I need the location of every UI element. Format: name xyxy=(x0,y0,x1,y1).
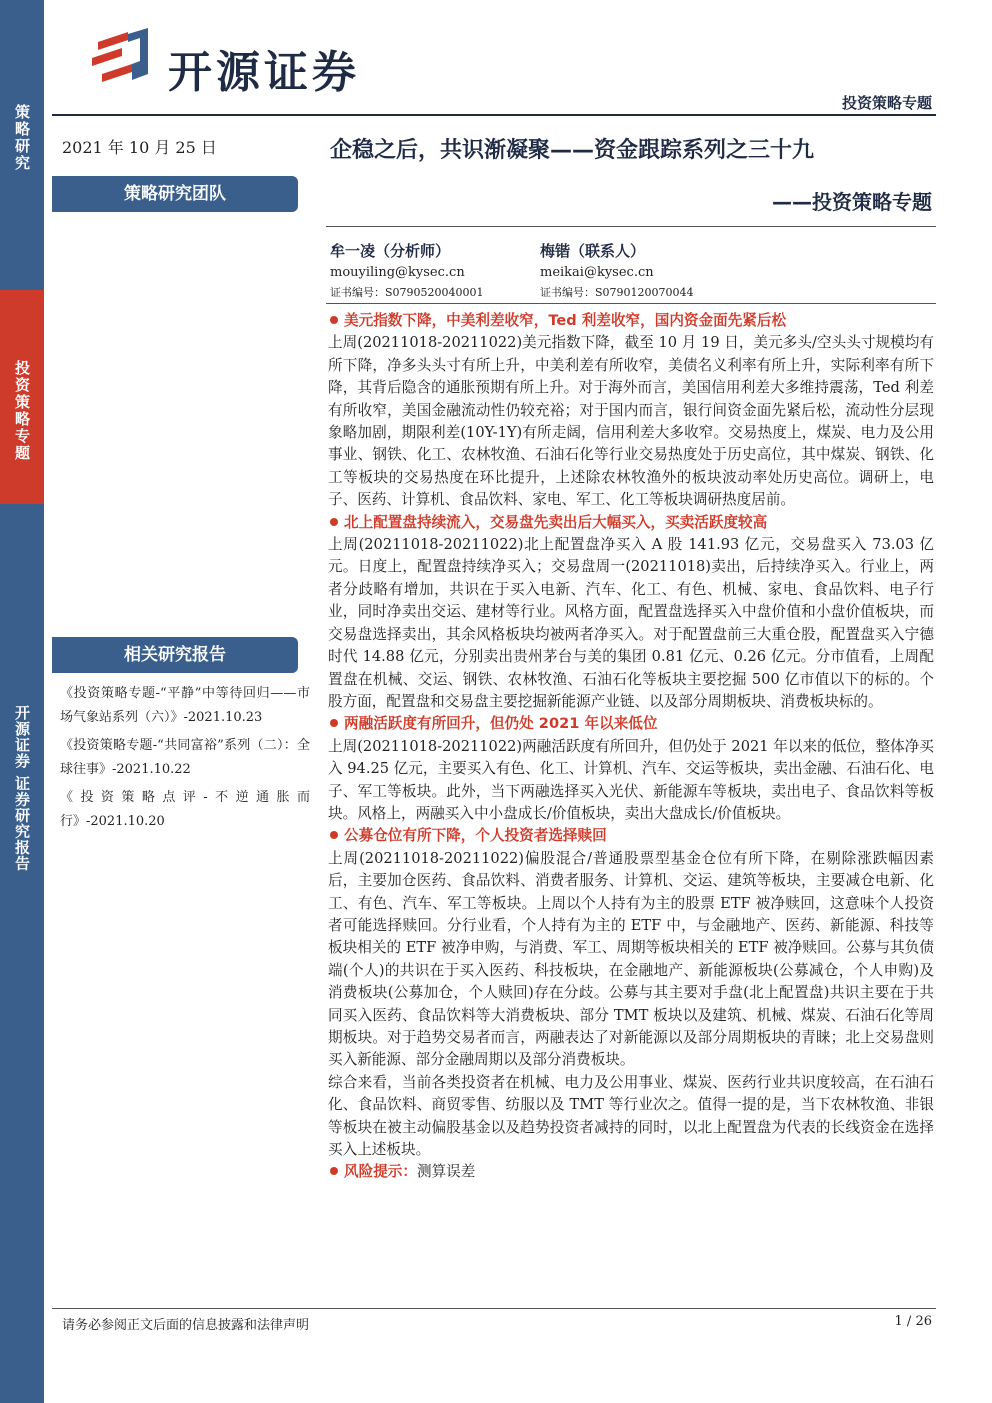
section-text: 上周(20211018-20211022)两融活跃度有所回升，但仍处于 2021 年以来的低位，整体净买入 94.25 亿元，主要买入有色、化工、计算机、汽车、交运等板块，卖出金融、石油石化、电子、军工等板块。此外，当下两融选择买入光伏、新能源车等板块，卖出电子、食品饮料等板块。风格上，两融买入中小盘成长/价值板块，卖出大盘成长/价值板块。 xyxy=(328,737,934,822)
summary-text: 综合来看，当前各类投资者在机械、电力及公用事业、煤炭、医药行业共识度较高，在石油石化、食品饮料、商贸零售、纺服以及 TMT 等行业次之。值得一提的是，当下农林牧渔、非银等板块在被主动偏股基金以及趋势投资者减持的同时，以北上配置盘为代表的长线资金在选择买入上述板块。 xyxy=(328,1073,934,1159)
author-card xyxy=(540,240,694,300)
side-label-strategy: 策略研究 xyxy=(13,104,31,172)
author-email[interactable]: mouyiling@kysec.cn xyxy=(330,265,465,280)
risk-label: 风险提示： xyxy=(344,1163,417,1181)
brand-logo xyxy=(88,28,388,98)
footer-divider xyxy=(52,1308,936,1309)
risk-note xyxy=(328,1161,934,1183)
report-body xyxy=(328,310,934,1184)
side-label-report: 开源证券 证券研究报告 xyxy=(13,705,31,872)
team-banner: 策略研究团队 xyxy=(52,176,298,212)
related-reports-list xyxy=(60,682,310,838)
report-title: 企稳之后，共识渐凝聚——资金跟踪系列之三十九 xyxy=(330,138,815,163)
side-label-topic: 投资策略专题 xyxy=(13,360,31,462)
related-report-item[interactable]: 《投资策略专题-“共同富裕”系列（二）：全球往事》-2021.10.22 xyxy=(60,738,310,777)
report-date: 2021 年 10 月 25 日 xyxy=(62,138,217,157)
author-name: 牟一凌（分析师） xyxy=(330,242,451,260)
bullet-icon xyxy=(330,1167,338,1175)
section-heading: 公募仓位有所下降，个人投资者选择赎回 xyxy=(328,825,934,847)
footer-disclaimer: 请务必参阅正文后面的信息披露和法律声明 xyxy=(62,1318,310,1333)
related-report-item[interactable]: 《投资策略点评-不逆通胀而行》-2021.10.20 xyxy=(60,790,310,829)
header-tag: 投资策略专题 xyxy=(841,94,932,112)
section-heading: 北上配置盘持续流入，交易盘先卖出后大幅买入，买卖活跃度较高 xyxy=(328,512,934,534)
brand-mark-icon xyxy=(88,28,160,88)
title-divider xyxy=(326,226,936,227)
author-cert: 证书编号：S0790120070044 xyxy=(540,286,694,299)
bullet-icon xyxy=(330,719,338,727)
section-heading: 两融活跃度有所回升，但仍处 2021 年以来低位 xyxy=(328,713,934,735)
author-email[interactable]: meikai@kysec.cn xyxy=(540,265,654,280)
bullet-icon xyxy=(330,316,338,324)
header-divider xyxy=(52,114,936,116)
page-number: 1 / 26 xyxy=(894,1314,932,1329)
author-cert: 证书编号：S0790520040001 xyxy=(330,286,484,299)
section-heading: 美元指数下降，中美利差收窄，Ted 利差收窄，国内资金面先紧后松 xyxy=(328,310,934,332)
section-text: 上周(20211018-20211022)偏股混合/普通股票型基金仓位有所下降，在剔除涨跌幅因素后，主要加仓医药、食品饮料、消费者服务、计算机、交运、建筑等板块，主要减仓电新、化工、有色、汽车、军工等板块。上周以个人持有为主的股票 ETF 被净赎回，这意味个人投资者可能选择赎回。分行业看，个人持有为主的 ETF 中，与金融地产、医药、新能源、科技等板块相关的 ETF 被净申购，与消费、军工、周期等板块相关的 ETF 被净赎回。公募与其负债端(个人)的共识在于买入医药、科技板块，在金融地产、新能源板块(公募减仓，个人申购)及消费板块(公募加仓，个人赎回)存在分歧。公募与其主要对手盘(北上配置盘)共识主要在于共同买入医药、食品饮料等大消费板块、部分 TMT 板块以及建筑、机械、煤炭、石油石化等周期板块。对于趋势交易者而言，两融表达了对新能源以及部分周期板块的青睐；北上交易盘则买入新能源、部分金融周期以及部分消费板块。 xyxy=(328,849,934,1069)
section-text: 上周(20211018-20211022)北上配置盘净买入 A 股 141.93 亿元，交易盘买入 73.03 亿元。日度上，配置盘持续净买入；交易盘周一(20211018)卖出，后持续净买入。行业上，两者分歧略有增加，共识在于买入电新、汽车、化工、有色、机械、家电、食品饮料、电子行业，同时净卖出交运、建材等行业。风格方面，配置盘选择买入中盘价值和小盘价值板块，而交易盘选择卖出，其余风格板块均被两者净买入。对于配置盘前三大重仓股，配置盘买入宁德时代 14.88 亿元，分别卖出贵州茅台与美的集团 0.81 亿元、0.26 亿元。分市值看，上周配置盘在机械、交运、钢铁、农林牧渔、石油石化等板块主要挖掘 500 亿市值以下的标的。个股方面，配置盘和交易盘主要挖掘新能源产业链、以及部分周期板块、消费板块标的。 xyxy=(328,536,934,710)
risk-text: 测算误差 xyxy=(416,1163,476,1181)
related-report-item[interactable]: 《投资策略专题-“平静”中等待回归——市场气象站系列（六）》-2021.10.23 xyxy=(60,686,310,725)
bullet-icon xyxy=(330,831,338,839)
author-card xyxy=(330,240,484,300)
author-divider xyxy=(326,303,936,304)
brand-name: 开源证券 xyxy=(168,47,360,98)
author-name: 梅锴（联系人） xyxy=(540,242,646,260)
report-subtitle: ——投资策略专题 xyxy=(772,190,932,214)
side-strip xyxy=(0,0,44,1403)
bullet-icon xyxy=(330,518,338,526)
related-reports-banner: 相关研究报告 xyxy=(52,637,298,673)
section-text: 上周(20211018-20211022)美元指数下降，截至 10 月 19 日，美元多头/空头头寸规模均有所下降，净多头头寸有所上升，中美利差有所收窄，美债名义利率有所上升，实际利率有所下降，其背后隐含的通胀预期有所上升。对于海外而言，美国信用利差大多维持震荡，Ted 利差有所收窄，美国金融流动性仍较充裕；对于国内而言，银行间资金面先紧后松，流动性分层现象略加剧，期限利差(10Y-1Y)有所走阔，信用利差大多收窄。交易热度上，煤炭、电力及公用事业、钢铁、化工、农林牧渔、石油石化等行业交易热度处于历史高位，其中煤炭、钢铁、化工等板块的交易热度在环比提升，上述除农林牧渔外的板块波动率处历史高位。调研上，电子、医药、计算机、食品饮料、家电、军工、化工等板块调研热度居前。 xyxy=(328,334,934,509)
